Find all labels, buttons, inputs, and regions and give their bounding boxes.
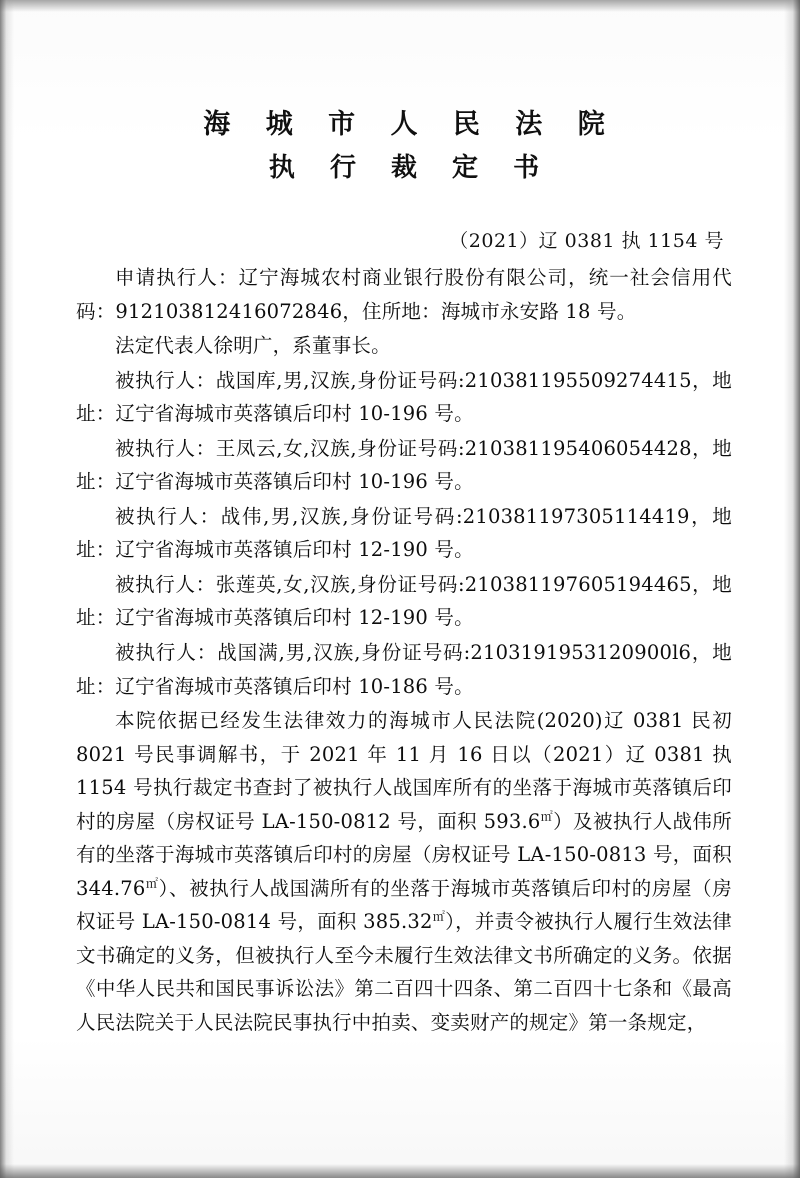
paragraph-main-ruling	[76, 704, 732, 1039]
case-number: （2021）辽 0381 执 1154 号	[449, 230, 724, 253]
ruling-part-3: ）、被执行人战国满所有的坐落于海城市英落镇后印村的房屋（房权证号 LA-150-0814 号，面积 385.32	[76, 876, 732, 934]
scan-edge-right	[784, 0, 800, 1178]
document-title-block	[76, 108, 732, 186]
court-name-title: 海 城 市 人 民 法 院	[203, 109, 618, 140]
area-unit-2: ㎡	[145, 876, 159, 891]
document-body	[76, 261, 732, 1039]
paragraph-respondent-3: 被执行人：战伟,男,汉族,身份证号码:210381197305114419，地址：辽宁省海城市英落镇后印村 12-190 号。	[76, 504, 732, 562]
area-unit-3: ㎡	[432, 909, 446, 924]
scan-edge-left	[0, 0, 14, 1178]
document-type-title: 执 行 裁 定 书	[268, 152, 553, 183]
paragraph-legal-representative: 法定代表人徐明广，系董事长。	[115, 334, 391, 358]
ruling-part-4: ），并责令被执行人履行生效法律文书确定的义务，但被执行人至今未履行生效法律文书所确定的义务。依据《中华人民共和国民事诉讼法》第二百四十四条、第二百四十七条和《最高人民法院关于人民法院民事执行中拍卖、变卖财产的规定》第一条规定，	[76, 910, 732, 1034]
paragraph-respondent-5: 被执行人：战国满,男,汉族,身份证号码:2103191953120900l6，地址：辽宁省海城市英落镇后印村 10-186 号。	[76, 640, 732, 698]
document-content	[76, 0, 732, 1178]
ruling-part-1: 本院依据已经发生法律效力的海城市人民法院(2020)辽 0381 民初 8021 号民事调解书，于 2021 年 11 月 16 日以（2021）辽 0381 执 1154 号执行裁定书查封了被执行人战国库所有的坐落于海城市英落镇后印村的房屋（房权证号 LA-150-0812 号，面积 593.6	[76, 709, 732, 833]
paragraph-respondent-4: 被执行人：张莲英,女,汉族,身份证号码:210381197605194465，地址：辽宁省海城市英落镇后印村 12-190 号。	[76, 572, 732, 630]
area-unit-1: ㎡	[540, 809, 554, 824]
paragraph-applicant: 申请执行人：辽宁海城农村商业银行股份有限公司，统一社会信用代码：912103812416072846，住所地：海城市永安路 18 号。	[76, 266, 732, 323]
ruling-part-2: ）及被执行人战伟所有的坐落于海城市英落镇后印村的房屋（房权证号 LA-150-0813 号，面积 344.76	[76, 809, 733, 900]
paragraph-respondent-1: 被执行人：战国库,男,汉族,身份证号码:210381195509274415，地址：辽宁省海城市英落镇后印村 10-196 号。	[76, 368, 732, 426]
paragraph-respondent-2: 被执行人：王凤云,女,汉族,身份证号码:210381195406054428，地址：辽宁省海城市英落镇后印村 10-196 号。	[76, 436, 732, 494]
